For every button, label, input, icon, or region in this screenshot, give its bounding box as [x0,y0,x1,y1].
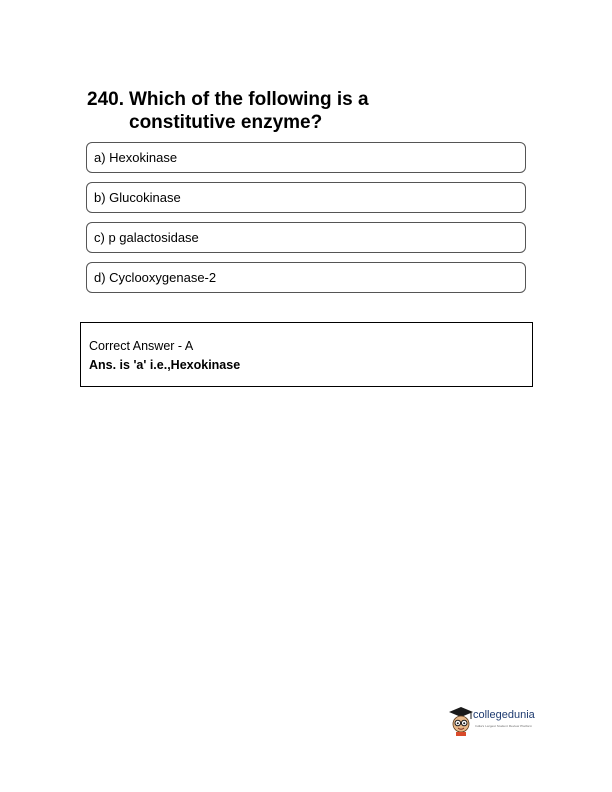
option-a[interactable]: a) Hexokinase [86,142,526,173]
answer-box [80,322,533,387]
logo-tagline: India's Largest Student Review Platform [475,724,533,728]
correct-answer-label: Correct Answer - A [89,339,194,353]
logo-brand-text: collegedunia [473,709,535,721]
mascot-icon [448,705,474,737]
option-c[interactable]: c) p galactosidase [86,222,526,253]
answer-explanation: Ans. is 'a' i.e.,Hexokinase [89,358,241,372]
collegedunia-logo [448,703,548,739]
question-number: 240. [87,89,124,110]
option-b[interactable]: b) Glucokinase [86,182,526,213]
question-text: Which of the following is a constitutive enzyme? [129,89,369,133]
option-d[interactable]: d) Cyclooxygenase-2 [86,262,526,293]
